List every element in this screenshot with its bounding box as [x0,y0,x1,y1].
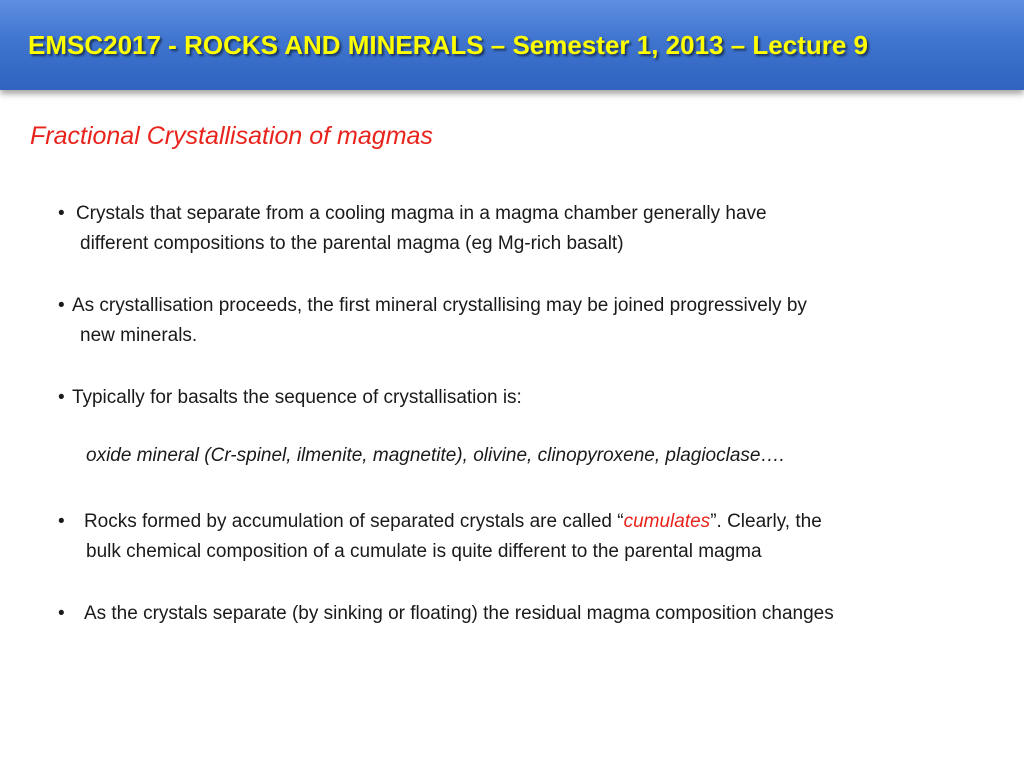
bullet-text-after: ”. Clearly, the [710,511,822,532]
bullet-item-5 [58,599,834,629]
bullet-text: As crystallisation proceeds, the first mineral crystallising may be joined progressively by [71,295,807,316]
bullet-dot: • [58,511,65,532]
bullet-text: Typically for basalts the sequence of crystallisation is: [71,387,522,408]
bullet-line-1 [58,507,822,537]
bullet-dot: • [58,387,65,408]
bullet-dot: • [58,603,65,624]
bullet-text: Crystals that separate from a cooling magma in a magma chamber generally have [75,203,767,224]
bullet-item-4 [58,507,822,567]
bullet-item-2 [58,291,807,351]
cumulates-term: cumulates [623,511,711,532]
bullet-item-3 [58,383,522,413]
crystallisation-sequence: oxide mineral (Cr-spinel, ilmenite, magnetite), olivine, clinopyroxene, plagioclase…. [86,445,785,466]
bullet-continuation: new minerals. [80,325,198,346]
bullet-line-1 [58,599,834,629]
bullet-dot: • [58,295,65,316]
bullet-text-before: Rocks formed by accumulation of separated crystals are called “ [83,511,624,532]
bullet-dot: • [58,203,65,224]
bullet-line-1 [58,383,522,413]
bullet-line-1 [58,291,807,321]
bullet-continuation: bulk chemical composition of a cumulate is quite different to the parental magma [86,541,762,562]
bullet-text: As the crystals separate (by sinking or floating) the residual magma composition changes [83,603,834,624]
bullet-continuation: different compositions to the parental magma (eg Mg-rich basalt) [80,233,624,254]
bullet-text [84,511,822,532]
bullet-item-1 [58,199,767,259]
section-title: Fractional Crystallisation of magmas [30,122,433,150]
bullet-line-1 [58,199,767,229]
lecture-title: EMSC2017 - ROCKS AND MINERALS – Semester 1, 2013 – Lecture 9 [28,30,869,60]
header-bar [0,0,1024,90]
